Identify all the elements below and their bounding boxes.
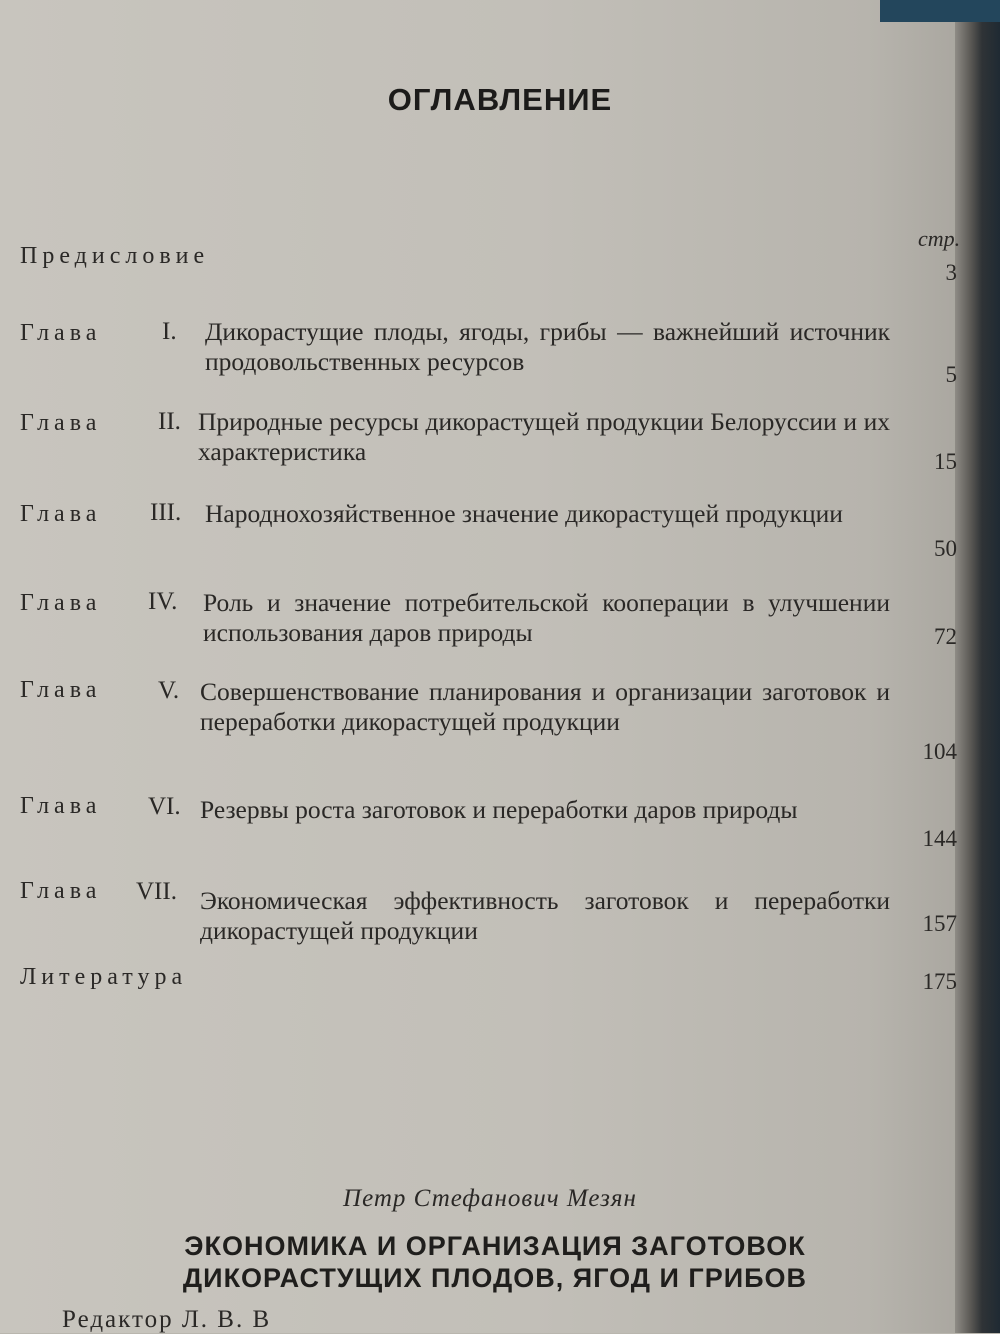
toc-page-number: 144 <box>922 826 957 851</box>
toc-page-number: 3 <box>945 260 957 285</box>
editor-line: Редактор Л. В. В <box>62 1306 272 1333</box>
toc-page-number: 104 <box>922 739 957 764</box>
page-spine-edge <box>955 0 1000 1333</box>
toc-page-number: 15 <box>934 449 957 474</box>
toc-page-number: 50 <box>934 536 957 561</box>
book-title-line: ЭКОНОМИКА И ОРГАНИЗАЦИЯ ЗАГОТОВОК <box>184 1231 806 1261</box>
toc-page-number: 5 <box>945 362 957 387</box>
toc-page-number: 157 <box>922 911 957 936</box>
chapter-numeral: II. <box>158 408 181 435</box>
toc-label: Глава <box>20 878 102 904</box>
toc-page-number: 175 <box>922 969 957 994</box>
book-title <box>0 1230 990 1294</box>
chapter-title: Народнохозяйственное значение дикорастущей продукции <box>205 499 843 528</box>
toc-label: Литература <box>20 964 188 990</box>
chapter-numeral: I. <box>162 318 177 345</box>
chapter-title: Природные ресурсы дикорастущей продукции Белоруссии и их характеристика <box>198 407 890 466</box>
chapter-numeral: III. <box>150 499 182 526</box>
book-title-line: ДИКОРАСТУЩИХ ПЛОДОВ, ЯГОД И ГРИБОВ <box>182 1263 808 1293</box>
chapter-numeral: VII. <box>136 878 177 905</box>
chapter-title: Совершенствование планирования и организации заготовок и переработки дикорастущей продукции <box>200 677 890 736</box>
toc-page-number: 72 <box>934 624 957 649</box>
author-name: Петр Стефанович Мезян <box>343 1185 637 1212</box>
chapter-numeral: IV. <box>148 588 178 615</box>
toc-heading: ОГЛАВЛЕНИЕ <box>387 82 613 117</box>
toc-label: Глава <box>20 590 102 616</box>
book-cover-corner <box>880 0 1000 22</box>
chapter-title: Резервы роста заготовок и переработки даров природы <box>200 795 798 824</box>
toc-label: Предисловие <box>20 243 210 269</box>
toc-label: Глава <box>20 320 102 346</box>
chapter-title: Экономическая эффективность заготовок и переработки дикорастущей продукции <box>200 886 890 945</box>
chapter-title: Дикорастущие плоды, ягоды, грибы — важнейший источник продовольственных ресурсов <box>205 317 890 376</box>
chapter-title: Роль и значение потребительской кооперации в улучшении использования даров природы <box>203 588 890 647</box>
chapter-numeral: VI. <box>148 793 181 820</box>
page-column-header: стр. <box>918 226 961 251</box>
toc-label: Глава <box>20 501 102 527</box>
toc-label: Глава <box>20 793 102 819</box>
chapter-numeral: V. <box>158 677 180 704</box>
toc-label: Глава <box>20 677 102 703</box>
toc-label: Глава <box>20 410 102 436</box>
